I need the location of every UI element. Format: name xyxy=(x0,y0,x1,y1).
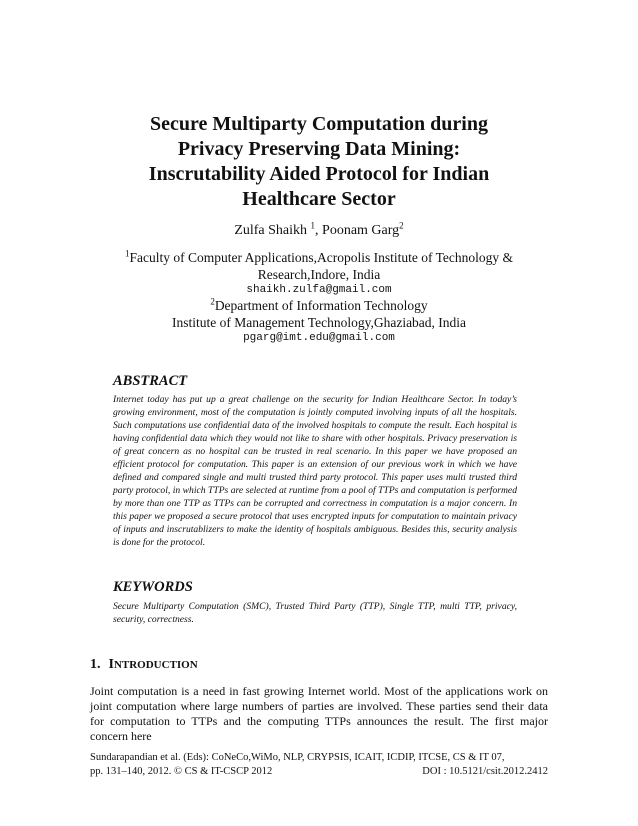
author-email[interactable]: shaikh.zulfa@gmail.com xyxy=(246,284,392,296)
affil-marker: 1 xyxy=(124,248,130,259)
footer-citation: Sundarapandian et al. (Eds): CoNeCo,WiMo, NLP, CRYPSIS, ICAIT, ICDIP, ITCSE, CS & IT 07, xyxy=(90,752,505,763)
affiliation-line: Research,Indore, India xyxy=(257,267,381,282)
affiliations xyxy=(110,249,528,345)
affil-marker: 2 xyxy=(210,296,215,307)
footer-row xyxy=(90,765,548,779)
affiliation-text: Faculty of Computer Applications,Acropolis Institute of Technology & xyxy=(129,250,513,265)
title-line: Privacy Preserving Data Mining: xyxy=(177,138,461,160)
keywords-body: Secure Multiparty Computation (SMC), Trusted Third Party (TTP), Single TTP, multi TTP, privacy, security, correctness. xyxy=(113,601,517,625)
affiliation-line: Institute of Management Technology,Ghaziabad, India xyxy=(171,315,467,330)
author-list xyxy=(0,222,638,240)
title-line: Secure Multiparty Computation during xyxy=(150,113,488,135)
footer-pages: pp. 131–140, 2012. © CS & IT-CSCP 2012 xyxy=(90,766,273,777)
page-footer xyxy=(90,751,548,779)
paper-title xyxy=(90,112,548,212)
author-affil-marker: 1 xyxy=(310,220,316,231)
abstract-body: Internet today has put up a great challenge on the security for Indian Healthcare Sector. In today’s growing environment, most of the computation is jointly computed involving inputs of all the hospitals. Such computations use confidential data of the involved hospitals to compute the result. Each hospital is having confidential data which they would not like to share with other hospitals. Privacy preservation is of great concern as no hospital can be trusted in real scenario. In this paper we have proposed an efficient protocol for computation. This paper is an extension of our previous work in which we have defined and compared single and multi trusted third party protocol. This paper uses multi trusted third party protocol, in which TTPs are selected at runtime from a pool of TTPs and computation is performed by more than one TTP as TTPs can be corrupted and correctness in computation is a major concern. In this paper we proposed a secure protocol that uses encrypted inputs for computation to maintain privacy of inputs and inscrutablizers to make the identity of hospitals ambiguous. Besides this, security analysis is done for the protocol. xyxy=(113,394,517,548)
section-number: 1. xyxy=(90,657,101,672)
introduction-heading xyxy=(90,656,198,674)
title-line: Inscrutability Aided Protocol for Indian xyxy=(148,163,490,185)
section-heading-rest: NTRODUCTION xyxy=(113,659,198,671)
affiliation-line xyxy=(110,297,528,314)
author-separator: , xyxy=(315,223,323,238)
title-line: Healthcare Sector xyxy=(242,188,396,210)
author-name: Poonam Garg xyxy=(322,223,400,238)
section-heading-initial: I xyxy=(108,657,114,672)
author-email[interactable]: pgarg@imt.edu@gmail.com xyxy=(243,332,395,344)
abstract-heading: ABSTRACT xyxy=(113,373,188,389)
keywords-heading: KEYWORDS xyxy=(113,579,193,595)
introduction-body: Joint computation is a need in fast growing Internet world. Most of the applications work on joint computation where large numbers of parties are involved. These parties send their data for computation to TTPs and the computing TTPs announces the result. The first major concern here xyxy=(90,684,548,743)
footer-doi[interactable]: DOI : 10.5121/csit.2012.2412 xyxy=(422,766,548,777)
author-name: Zulfa Shaikh xyxy=(234,223,308,238)
author-affil-marker: 2 xyxy=(399,220,404,231)
affiliation-line xyxy=(110,249,528,266)
affiliation-text: Department of Information Technology xyxy=(214,298,428,313)
